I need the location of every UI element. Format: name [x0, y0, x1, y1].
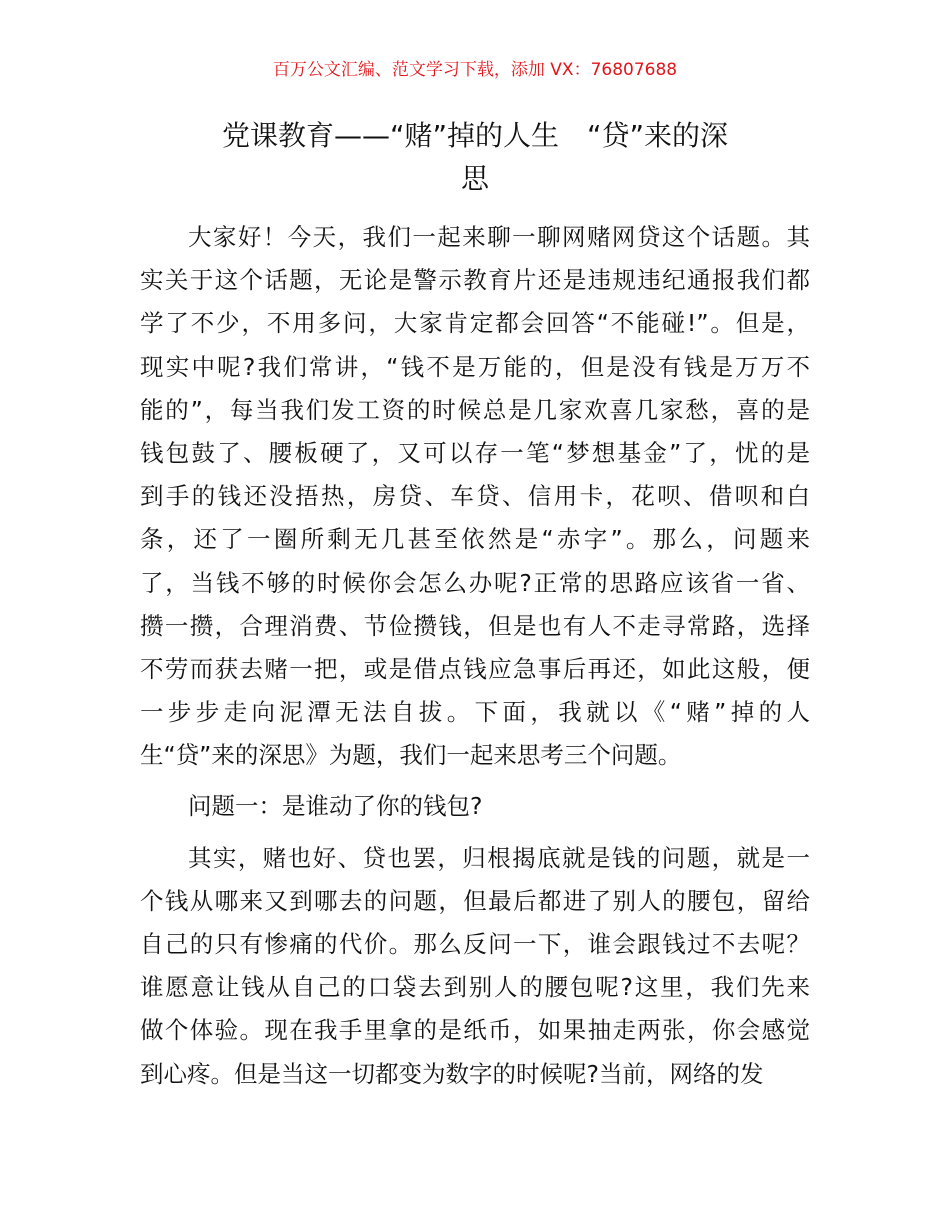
text-line: 问题一：是谁动了你的钱包? [188, 792, 483, 821]
text-line: 其实，赌也好、贷也罢，归根揭底就是钱的问题，就是一 [188, 843, 810, 872]
text-line: 不劳而获去赌一把，或是借点钱应急事后再还，如此这般，便 [140, 654, 810, 683]
text-line: 学了不少，不用多问，大家肯定都会回答“不能碰!”。但是， [140, 309, 810, 338]
text-line: 自己的只有惨痛的代价。那么反问一下，谁会跟钱过不去呢？ [140, 930, 810, 958]
document-title [140, 114, 810, 200]
paragraph [140, 837, 810, 1096]
text-line: 大家好！今天，我们一起来聊一聊网赌网贷这个话题。其 [188, 223, 810, 251]
document-body [140, 216, 810, 1104]
text-line: 条，还了一圈所剩无几甚至依然是“赤字”。那么，问题来 [140, 525, 810, 554]
paragraph [140, 785, 810, 828]
text-line: 做个体验。现在我手里拿的是纸币，如果抽走两张，你会感觉 [140, 1016, 810, 1045]
text-line: 现实中呢?我们常讲，“钱不是万能的，但是没有钱是万万不 [140, 352, 810, 381]
text-line: 一步步走向泥潭无法自拔。下面，我就以《“赌”掉的人 [140, 698, 810, 727]
text-line: 实关于这个话题，无论是警示教育片还是违规违纪通报我们都 [140, 266, 810, 295]
text-line: 了，当钱不够的时候你会怎么办呢?正常的思路应该省一省、 [140, 568, 810, 597]
text-line: 生“贷”来的深思》为题，我们一起来思考三个问题。 [140, 741, 682, 770]
text-line: 到心疼。但是当这一切都变为数字的时候呢?当前，网络的发 [140, 1059, 764, 1088]
text-line: 到手的钱还没捂热，房贷、车贷、信用卡，花呗、借呗和白 [140, 482, 810, 511]
paragraph [140, 216, 810, 777]
text-line: 钱包鼓了、腰板硬了，又可以存一笔“梦想基金”了，忧的是 [140, 438, 810, 467]
text-line: 攒一攒，合理消费、节俭攒钱，但是也有人不走寻常路，选择 [140, 611, 810, 640]
title-line-2: 思 [460, 162, 489, 195]
title-line-1: 党课教育——“赌”掉的人生 “贷”来的深 [221, 119, 729, 152]
text-line: 个钱从哪来又到哪去的问题，但最后都进了别人的腰包，留给 [140, 886, 810, 915]
text-line: 能的”，每当我们发工资的时候总是几家欢喜几家愁，喜的是 [140, 395, 810, 424]
watermark-header: 百万公文汇编、范文学习下载，添加 VX：76807688 [272, 60, 678, 80]
text-line: 谁愿意让钱从自己的口袋去到别人的腰包呢?这里，我们先来 [140, 973, 810, 1002]
